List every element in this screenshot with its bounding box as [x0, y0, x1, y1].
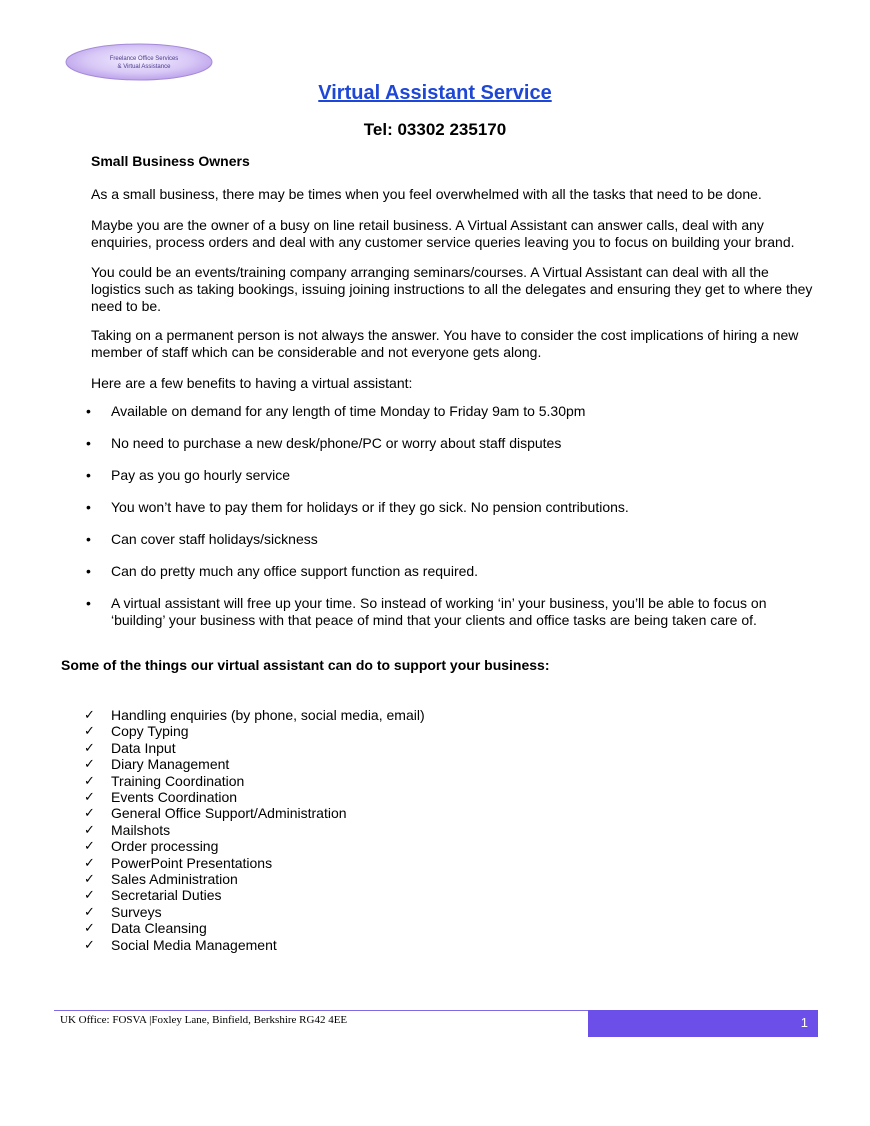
- paragraph-events: You could be an events/training company arranging seminars/courses. A Virtual Assistant can deal with all the logistics such as taking bookings, issuing joining instructions to all the delegates and ensuring they get to where they need to be.: [91, 264, 813, 314]
- list-item: • No need to purchase a new desk/phone/PC or worry about staff disputes: [86, 435, 562, 451]
- checkmark-icon: ✓: [84, 821, 95, 837]
- bullet-icon: •: [86, 595, 91, 611]
- checkmark-icon: ✓: [84, 707, 95, 722]
- checkmark-icon: ✓: [84, 854, 95, 870]
- list-item: • Available on demand for any length of time Monday to Friday 9am to 5.30pm: [86, 403, 586, 419]
- checkmark-icon: ✓: [84, 903, 95, 919]
- list-item: • You won’t have to pay them for holidays or if they go sick. No pension contributions.: [86, 499, 629, 515]
- list-item: • A virtual assistant will free up your time. So instead of working ‘in’ your business, you’ll be able to focus on ‘building’ your business with that peace of mind that your clients and office tasks are being taken care of.: [86, 595, 767, 628]
- benefits-list: [0, 403, 811, 629]
- checkmark-icon: ✓: [84, 723, 95, 739]
- list-item: ✓ Data Cleansing: [84, 920, 207, 937]
- checkmark-icon: ✓: [84, 838, 95, 854]
- bullet-icon: •: [86, 403, 91, 419]
- list-item: • Pay as you go hourly service: [86, 467, 290, 483]
- bullet-icon: •: [86, 563, 91, 579]
- footer-address: UK Office: FOSVA |Foxley Lane, Binfield, Berkshire RG42 4EE: [60, 1014, 348, 1026]
- list-item: ✓ Order processing: [84, 838, 219, 855]
- checkmark-icon: ✓: [84, 739, 95, 755]
- list-item: ✓ Diary Management: [84, 756, 230, 773]
- services-heading: Some of the things our virtual assistant can do to support your business:: [61, 657, 550, 673]
- telephone-number: Tel: 03302 235170: [363, 120, 507, 139]
- list-item: ✓ Events Coordination: [84, 789, 238, 806]
- list-item: ✓ Data Input: [84, 739, 176, 756]
- paragraph-permanent: Taking on a permanent person is not always the answer. You have to consider the cost implications of hiring a new member of staff which can be considerable and not everyone gets along.: [91, 327, 799, 360]
- bullet-icon: •: [86, 467, 91, 483]
- list-item: ✓ General Office Support/Administration: [84, 805, 347, 822]
- list-item: ✓ Secretarial Duties: [84, 887, 222, 904]
- checkmark-icon: ✓: [84, 772, 95, 788]
- bullet-icon: •: [86, 499, 91, 515]
- paragraph-intro: As a small business, there may be times when you feel overwhelmed with all the tasks that need to be done.: [91, 186, 762, 202]
- list-item: ✓ Handling enquiries (by phone, social media, email): [84, 707, 425, 723]
- checkmark-icon: ✓: [84, 936, 95, 952]
- checkmark-icon: ✓: [84, 871, 95, 887]
- list-item: • Can cover staff holidays/sickness: [86, 531, 318, 547]
- list-item: ✓ Surveys: [84, 903, 162, 920]
- company-logo: [64, 42, 214, 82]
- page-title[interactable]: Virtual Assistant Service: [318, 82, 552, 104]
- list-item: ✓ Training Coordination: [84, 772, 245, 789]
- checkmark-icon: ✓: [84, 756, 95, 772]
- footer-divider: [54, 1010, 588, 1011]
- checkmark-icon: ✓: [84, 805, 95, 821]
- checkmark-icon: ✓: [84, 789, 95, 805]
- checkmark-icon: ✓: [84, 887, 95, 903]
- paragraph-retail: Maybe you are the owner of a busy on line retail business. A Virtual Assistant can answer calls, deal with any enquiries, process orders and deal with any customer service queries leaving you to focus on building your brand.: [91, 217, 795, 250]
- section-heading: Small Business Owners: [91, 153, 250, 169]
- list-item: ✓ Social Media Management: [84, 936, 277, 953]
- list-item: ✓ PowerPoint Presentations: [84, 854, 273, 871]
- list-item: ✓ Copy Typing: [84, 723, 189, 740]
- page-number: 1: [588, 1010, 818, 1037]
- bullet-icon: •: [86, 435, 91, 451]
- list-item: ✓ Mailshots: [84, 821, 171, 838]
- checkmark-icon: ✓: [84, 920, 95, 936]
- bullet-icon: •: [86, 531, 91, 547]
- list-item: • Can do pretty much any office support function as required.: [86, 563, 479, 579]
- list-item: ✓ Sales Administration: [84, 871, 238, 888]
- paragraph-benefits-intro: Here are a few benefits to having a virtual assistant:: [91, 375, 413, 391]
- services-list: [0, 707, 425, 953]
- logo-line-1: Freelance Office Services: [109, 56, 179, 62]
- logo-line-2: & Virtual Assistance: [117, 64, 171, 70]
